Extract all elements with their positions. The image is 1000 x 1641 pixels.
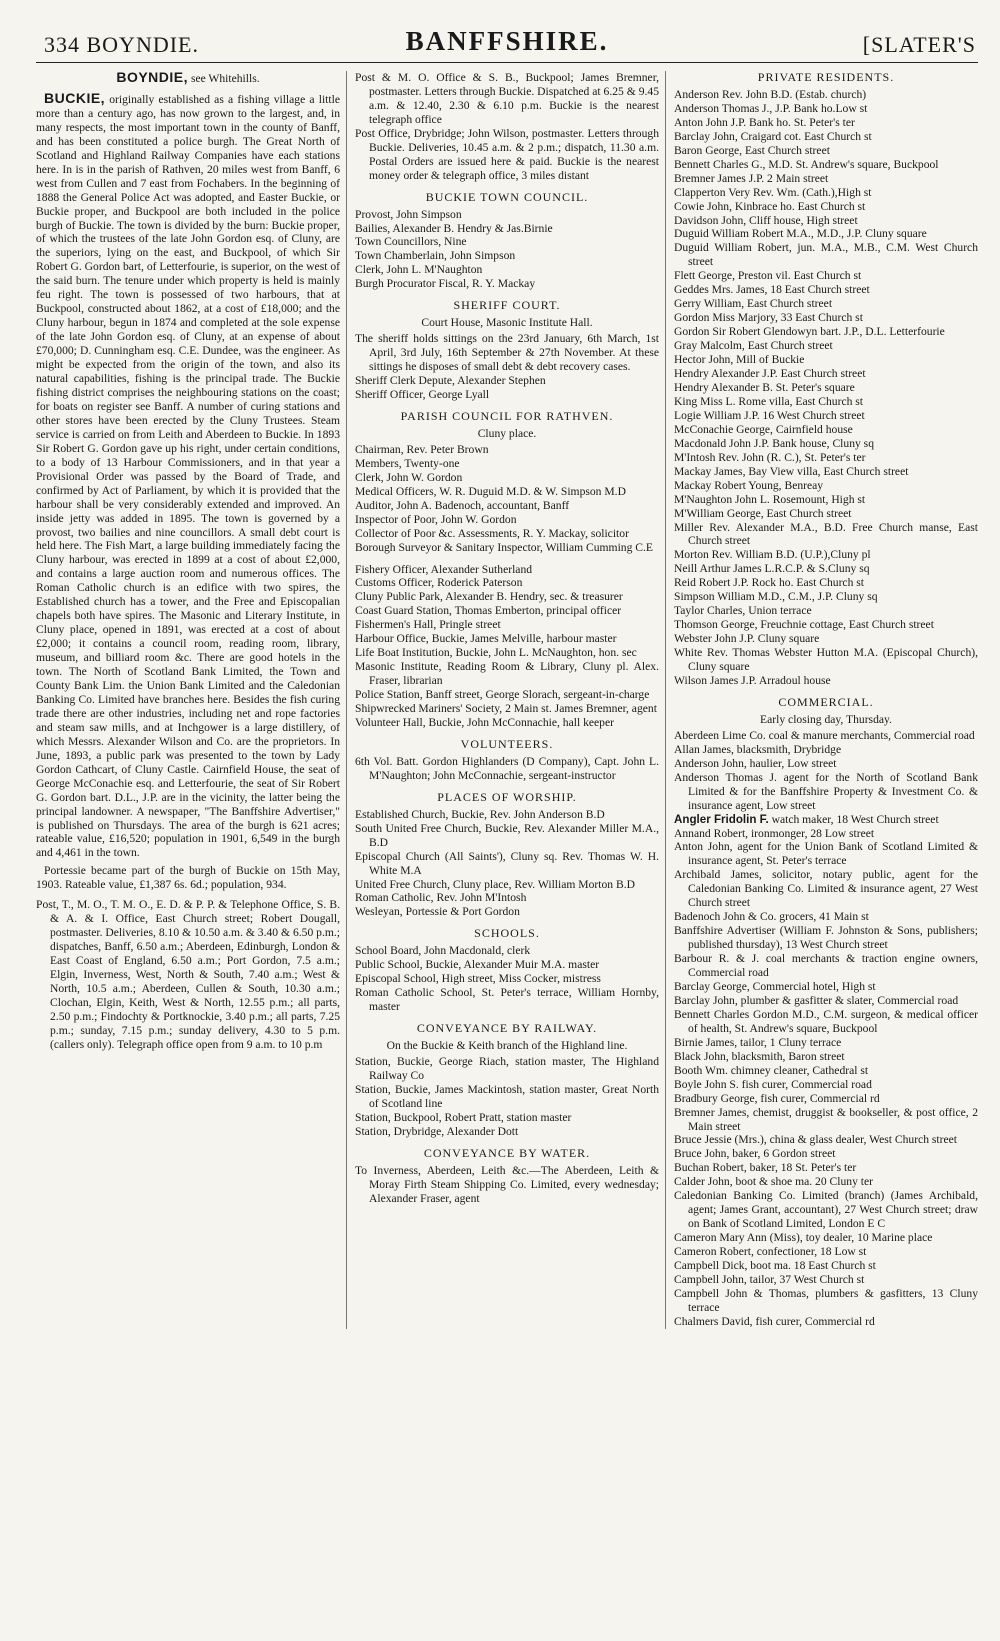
list-item: Roman Catholic School, St. Peter's terrace, William Hornby, master — [355, 986, 659, 1014]
railway-heading: CONVEYANCE BY RAILWAY. — [416, 1021, 598, 1036]
column-1 — [36, 71, 347, 1329]
list-item: Bennett Charles G., M.D. St. Andrew's square, Buckpool — [674, 157, 939, 171]
list-item: School Board, John Macdonald, clerk — [355, 944, 531, 958]
list-item: Bruce Jessie (Mrs.), china & glass dealer, West Church street — [674, 1133, 957, 1147]
private-residents-heading: PRIVATE RESIDENTS. — [757, 71, 895, 84]
angler-name: Angler Fridolin F. — [674, 812, 769, 826]
list-item: Gordon Sir Robert Glendowyn bart. J.P., D.L. Letterfourie — [674, 325, 945, 339]
commercial-subheading: Early closing day, Thursday. — [760, 712, 892, 726]
list-item: Town Councillors, Nine — [355, 235, 467, 249]
list-item: Reid Robert J.P. Rock ho. East Church st — [674, 576, 864, 590]
list-item: Mackay Robert Young, Benreay — [674, 478, 824, 492]
list-item: Cameron Robert, confectioner, 18 Low st — [674, 1245, 867, 1259]
list-item: Mackay James, Bay View villa, East Church street — [674, 464, 909, 478]
list-item: Anton John J.P. Bank ho. St. Peter's ter — [674, 115, 855, 129]
list-item: Auditor, John A. Badenoch, accountant, Banff — [355, 498, 570, 512]
list-item: Chalmers David, fish curer, Commercial rd — [674, 1314, 875, 1328]
list-item: Anderson Thomas J. agent for the North of Scotland Bank Limited & for the Banffshire Property & Investment Co. & insurance agent, Low street — [674, 770, 978, 812]
list-item: Cowie John, Kinbrace ho. East Church st — [674, 199, 866, 213]
town-council-list — [355, 208, 659, 292]
list-item: Barclay John, plumber & gasfitter & slater, Commercial road — [674, 993, 959, 1007]
list-item: Anderson Thomas J., J.P. Bank ho.Low st — [674, 101, 868, 115]
list-item: Anderson John, haulier, Low street — [674, 756, 837, 770]
list-item: Clerk, John W. Gordon — [355, 470, 463, 484]
list-item: Chairman, Rev. Peter Brown — [355, 442, 489, 456]
list-item: Gray Malcolm, East Church street — [674, 339, 833, 353]
list-item: 6th Vol. Batt. Gordon Highlanders (D Company), Capt. John L. M'Naughton; John McConnachie, sergeant-instructor — [355, 754, 659, 782]
list-item: Aberdeen Lime Co. coal & manure merchants, Commercial road — [674, 728, 975, 742]
list-item: Thomson George, Freuchnie cottage, East Church street — [674, 618, 934, 632]
list-item: Anderson Rev. John B.D. (Estab. church) — [674, 87, 867, 101]
list-item: Sheriff Officer, George Lyall — [355, 388, 490, 402]
list-item: Barclay George, Commercial hotel, High st — [674, 980, 876, 993]
list-item: Post & M. O. Office & S. B., Buckpool; James Bremner, postmaster. Letters through Buckie. Dispatched at 6.25 & 9.45 a.m. & 12.40, 2.30 & 6.10 p.m. Buckie is the nearest telegraph office — [355, 71, 659, 126]
list-item: M'Naughton John L. Rosemount, High st — [674, 492, 866, 506]
list-item: Caledonian Banking Co. Limited (branch) (James Archibald, agent; James Grant, accountant), 27 West Church street; draw on Bank of Scotland Limited, London E C — [674, 1189, 978, 1231]
portessie-text: Portessie became part of the burgh of Buckie on 15th May, 1903. Rateable value, £1,387 6s. 6d.; population, 934. — [36, 864, 340, 892]
county-title: BANFFSHIRE. — [405, 26, 609, 56]
list-item: M'Intosh Rev. John (R. C.), St. Peter's ter — [674, 450, 866, 464]
list-item: Public School, Buckie, Alexander Muir M.A. master — [355, 958, 600, 972]
list-item: Campbell John, tailor, 37 West Church st — [674, 1273, 865, 1287]
list-item: Flett George, Preston vil. East Church st — [674, 269, 862, 283]
list-item: Clerk, John L. M'Naughton — [355, 263, 483, 277]
list-item: Station, Buckie, James Mackintosh, station master, Great North of Scotland line — [355, 1082, 659, 1110]
list-item: Geddes Mrs. James, 18 East Church street — [674, 283, 870, 297]
sheriff-subheading: Court House, Masonic Institute Hall. — [421, 316, 593, 330]
private-residents-list — [674, 88, 978, 688]
column-3 — [674, 71, 978, 1329]
list-item: Station, Buckie, George Riach, station master, The Highland Railway Co — [355, 1055, 659, 1082]
page-number-title: 334 BOYNDIE. — [44, 32, 199, 57]
volunteers-list — [355, 755, 659, 783]
list-item: Bremner James, chemist, druggist & bookseller, & post office, 2 Main street — [674, 1105, 978, 1133]
boyndie-heading: BOYNDIE, — [116, 71, 189, 85]
list-item: Davidson John, Cliff house, High street — [674, 213, 858, 227]
list-item: Banffshire Advertiser (William F. Johnston & Sons, publishers; published thursday), 13 West Church street — [674, 924, 978, 952]
list-item: Members, Twenty-one — [355, 456, 460, 470]
list-item: Webster John J.P. Cluny square — [674, 632, 820, 646]
list-item: Shipwrecked Mariners' Society, 2 Main st. James Bremner, agent — [355, 702, 657, 716]
list-item: Logie William J.P. 16 West Church street — [674, 408, 865, 422]
list-item: Miller Rev. Alexander M.A., B.D. Free Church manse, East Church street — [674, 520, 978, 548]
list-item: Campbell Dick, boot ma. 18 East Church st — [674, 1259, 876, 1273]
list-item: Badenoch John & Co. grocers, 41 Main st — [674, 910, 869, 924]
sheriff-heading: SHERIFF COURT. — [453, 298, 561, 313]
list-item: Harbour Office, Buckie, James Melville, harbour master — [355, 632, 617, 646]
water-list — [355, 1164, 659, 1206]
list-item: Post Office, Drybridge; John Wilson, postmaster. Letters through Buckie. Deliveries, 10.45 a.m. & 2 p.m.; dispatch, 11.30 a.m. Postal Orders are issued here & paid. Buckie is the nearest money order & telegraph office, 3 miles distant — [355, 126, 659, 182]
list-item: M'William George, East Church street — [674, 506, 852, 520]
worship-list — [355, 808, 659, 920]
list-item: Medical Officers, W. R. Duguid M.D. & W. Simpson M.D — [355, 484, 626, 498]
list-item: Bennett Charles Gordon M.D., C.M. surgeon, & medical officer of health, St. Andrew's square, Buckpool — [674, 1007, 978, 1035]
list-item: Birnie James, tailor, 1 Cluny terrace — [674, 1035, 842, 1049]
list-item: Duguid William Robert, jun. M.A., M.B., C.M. West Church street — [674, 241, 978, 269]
list-item: Buchan Robert, baker, 18 St. Peter's ter — [674, 1161, 857, 1175]
list-item: Customs Officer, Roderick Paterson — [355, 576, 523, 590]
angler-entry — [674, 813, 978, 827]
list-item: United Free Church, Cluny place, Rev. William Morton B.D — [355, 877, 635, 891]
buckie-text: originally established as a fishing village a little more than a century ago, has now grown to the largest, and, in many respects, the most important town in the county of Banff, and has been constituted a police burgh. The Great North of Scotland and Highland Railway Companies have each stations here. In is in the parish of Rathven, 20 miles west from Banff, 6 west from Cullen and 7 east from Fochabers. In the beginning of 1888 the General Police Act was adopted, and Easter Buckie, or Buckie proper, and Buckpool are both included in the police burgh of Buckie. The town is divided by the burn: Buckie proper, of which the trustees of the late John Gordon esq. of Cluny, are the superiors, lying on the east, and Buckpool, of which Sir Robert G. Gordon bart, of Letterfourie, is superior, on the west of the said burn. The tenure under which property is held is mainly feu right. The town is possessed of two harbours, that at Buckpool, constructed about 1862, at a cost of £18,000; and the Cluny harbour, begun in 1874 and completed at the sole expense of the late John Gordon esq. of Cluny, at an expense of about £70,000; D. Cunningham esq. C.E. Dundee, was the engineer. As might be expected from the origin of the town, and also its natural capabilities, fishing is the principal trade. The Buckie fishing district comprises the neighbouring stations on the coast; for boats on register see Banff. A number of curing stations and other stores have been erected by the Cluny Trustees. Steam service is carried on from Leith and Aberdeen to Buckie. In 1893 Sir Robert G. Gordon gave up his right, under certain conditions, to a body of 13 Harbour Commissioners, and in that year a Provisional Order was passed by the Board of Trade, and confirmed by Act of Parliament, by which it is provided that the harbour shall be very considerably extended and improved. An inside jetty was added in 1895. The town is governed by a provost, two bailies and nine councillors. A small debt court is held here. The Fish Mart, a large building immediately facing the Cluny harbour, was erected in 1899 at a cost of about £2,000, and contains a large auction room and numerous offices. The Roman Catholic church is an edifice with two spires, the Established church has a tower, and the Free and Episcopalian chapels both have spires. The Masonic and Literary Institute, in Cluny place, opened in 1891, was erected at a cost of about £2,000; it contains a council room, reading room, library, museum, and billiard room &c. There are good hotels in the town. The North of Scotland Bank Limited, the Town and County Bank Lim. the Union Bank Limited and the Caledonian Banking Co. Limited have branches here. Besides the fish curing trade there are other industries, including net and rope factories and steam saw mills, and at Inchgower is a large distillery, of which Messrs. Alexander Wilson and Co. are the proprietors. In June, 1893, a public park was presented to the town by Lady Gordon Cathcart, of Cluny Castle. Cairnfield House, the seat of George McConachie esq. and Letterfourie, the seat of Sir Robert G. Gordon bart. D.L., J.P. are in the vicinity, the latter being the principal landowner. A newspaper, "The Banffshire Advertiser," is published on Thursdays. The area of the burgh is 621 acres; rateable value, £16,520; population in 1901, 6,549 in the burgh and 4,461 in the town. — [36, 92, 340, 860]
railway-subheading: On the Buckie & Keith branch of the Highland line. — [386, 1039, 628, 1053]
list-item: Life Boat Institution, Buckie, John L. McNaughton, hon. sec — [355, 646, 637, 660]
water-heading: CONVEYANCE BY WATER. — [423, 1145, 591, 1160]
parish-heading: PARISH COUNCIL FOR RATHVEN. — [400, 408, 614, 423]
list-item: Cameron Mary Ann (Miss), toy dealer, 10 Marine place — [674, 1231, 933, 1245]
list-item: Bruce John, baker, 6 Gordon street — [674, 1147, 836, 1161]
railway-list — [355, 1055, 659, 1139]
list-item: South United Free Church, Buckie, Rev. Alexander Miller M.A., B.D — [355, 821, 659, 849]
list-item: Hector John, Mill of Buckie — [674, 353, 805, 367]
list-item: Fishermen's Hall, Pringle street — [355, 618, 501, 632]
list-item: Duguid William Robert M.A., M.D., J.P. Cluny square — [674, 227, 927, 241]
list-item: Wesleyan, Portessie & Port Gordon — [355, 905, 520, 919]
officials-list — [355, 563, 659, 730]
list-item: Coast Guard Station, Thomas Emberton, principal officer — [355, 604, 622, 618]
list-item: Bradbury George, fish curer, Commercial rd — [674, 1091, 880, 1105]
post-continued — [355, 71, 659, 183]
list-item: King Miss L. Rome villa, East Church st — [674, 394, 864, 408]
list-item: Morton Rev. William B.D. (U.P.),Cluny pl — [674, 548, 871, 562]
angler-details: watch maker, 18 West Church street — [768, 812, 939, 826]
list-item: Collector of Poor &c. Assessments, R. Y. Mackay, solicitor — [355, 526, 629, 540]
list-item: Barclay John, Craigard cot. East Church st — [674, 129, 872, 143]
list-item: The sheriff holds sittings on the 23rd January, 6th March, 1st April, 3rd July, 16th September & 27th November. At these sittings he disposes of small debt & debt recovery cases. — [355, 332, 659, 374]
list-item: Wilson James J.P. Arradoul house — [674, 673, 831, 687]
list-item: Campbell John & Thomas, plumbers & gasfitters, 13 Cluny terrace — [674, 1286, 978, 1314]
parish-list — [355, 443, 659, 555]
post-office-text: Post, T., M. O., T. M. O., E. D. & P. P. & Telephone Office, S. B. & A. & I. Office, East Church street; Robert Dougall, postmaster. Deliveries, 8.10 & 10.50 a.m. & 3.40 & 6.50 p.m.; dispatches, Banff, 6.50 a.m.; Aberdeen, Edinburgh, London & East Coast of England, 6.50 a.m.; Port Gordon, 7.5 a.m.; Elgin, Inverness, West, North & South, 7.40 a.m.; West & North, 10.5 a.m.; Aberdeen, Cullen & South, 10.30 a.m.; Clochan, Elgin, Keith, West & North, 12.55 p.m.; all parts, 2.50 p.m.; Findochty & Portknockie, 3.40 p.m.; all parts, 7.25 p.m.; sunday, 7.15 p.m.; sunday delivery, 4.30 to 5 p.m. (callers only). Telegraph office open from 9 a.m. to 10 p.m — [36, 898, 340, 1051]
list-item: Archibald James, solicitor, notary public, agent for the Caledonian Banking Co. Limited & insurance agent, 27 West Church street — [674, 868, 978, 910]
list-item: McConachie George, Cairnfield house — [674, 422, 853, 436]
list-item: Anton John, agent for the Union Bank of Scotland Limited & insurance agent, St. Peter's terrace — [674, 840, 978, 868]
list-item: Gerry William, East Church street — [674, 297, 833, 311]
list-item: Bremner James J.P. 2 Main street — [674, 171, 829, 185]
list-item: Sheriff Clerk Depute, Alexander Stephen — [355, 374, 546, 388]
list-item: Barbour R. & J. coal merchants & traction engine owners, Commercial road — [674, 952, 978, 980]
schools-heading: SCHOOLS. — [474, 926, 540, 941]
list-item: Episcopal Church (All Saints'), Cluny sq. Rev. Thomas W. H. White M.A — [355, 849, 659, 877]
list-item: Station, Buckpool, Robert Pratt, station master — [355, 1110, 572, 1124]
list-item: Hendry Alexander B. St. Peter's square — [674, 380, 855, 394]
sheriff-list — [355, 332, 659, 402]
list-item: Booth Wm. chimney cleaner, Cathedral st — [674, 1063, 869, 1077]
publisher-mark: [SLATER'S — [862, 32, 976, 57]
columns — [36, 71, 978, 1329]
list-item: Burgh Procurator Fiscal, R. Y. Mackay — [355, 277, 536, 291]
boyndie-ref: see Whitehills. — [190, 72, 260, 85]
list-item: Masonic Institute, Reading Room & Library, Cluny pl. Alex. Fraser, librarian — [355, 660, 659, 688]
list-item: Gordon Miss Marjory, 33 East Church st — [674, 311, 863, 325]
list-item: White Rev. Thomas Webster Hutton M.A. (Episcopal Church), Cluny square — [674, 646, 978, 674]
list-item: Police Station, Banff street, George Slorach, sergeant-in-charge — [355, 688, 650, 702]
parish-subheading: Cluny place. — [477, 426, 537, 440]
list-item: To Inverness, Aberdeen, Leith &c.—The Aberdeen, Leith & Moray Firth Steam Shipping Co. Limited, every wednesday; Alexander Fraser, agent — [355, 1163, 659, 1205]
boyndie-entry — [36, 71, 340, 86]
list-item: Established Church, Buckie, Rev. John Anderson B.D — [355, 807, 605, 821]
column-2 — [355, 71, 666, 1329]
list-item: Volunteer Hall, Buckie, John McConnachie, hall keeper — [355, 715, 614, 729]
volunteers-heading: VOLUNTEERS. — [460, 736, 554, 751]
list-item: Borough Surveyor & Sanitary Inspector, William Cumming C.E — [355, 540, 654, 554]
list-item: Simpson William M.D., C.M., J.P. Cluny sq — [674, 590, 878, 604]
list-item: Bailies, Alexander B. Hendry & Jas.Birnie — [355, 221, 553, 235]
list-item: Annand Robert, ironmonger, 28 Low street — [674, 826, 875, 840]
buckie-description — [36, 89, 340, 860]
worship-heading: PLACES OF WORSHIP. — [437, 789, 577, 804]
list-item: Provost, John Simpson — [355, 207, 462, 221]
list-item: Black John, blacksmith, Baron street — [674, 1049, 845, 1063]
list-item: Station, Drybridge, Alexander Dott — [355, 1124, 519, 1138]
list-item: Cluny Public Park, Alexander B. Hendry, sec. & treasurer — [355, 590, 623, 604]
town-council-heading: BUCKIE TOWN COUNCIL. — [425, 189, 589, 204]
list-item: Hendry Alexander J.P. East Church street — [674, 367, 866, 381]
buckie-heading: BUCKIE, — [44, 89, 106, 106]
list-item: Taylor Charles, Union terrace — [674, 604, 812, 618]
list-item: Allan James, blacksmith, Drybridge — [674, 742, 842, 756]
commercial-heading: COMMERCIAL. — [778, 694, 874, 709]
list-item: Town Chamberlain, John Simpson — [355, 249, 516, 263]
page-header — [36, 22, 978, 63]
list-item: Baron George, East Church street — [674, 143, 830, 157]
commercial-list — [674, 729, 978, 1329]
list-item: Neill Arthur James L.R.C.P. & S.Cluny sq — [674, 562, 870, 576]
list-item: Calder John, boot & shoe ma. 20 Cluny ter — [674, 1175, 874, 1189]
list-item: Fishery Officer, Alexander Sutherland — [355, 562, 533, 576]
list-item: Inspector of Poor, John W. Gordon — [355, 512, 517, 526]
list-item: Episcopal School, High street, Miss Cocker, mistress — [355, 972, 601, 986]
list-item: Clapperton Very Rev. Wm. (Cath.),High st — [674, 185, 872, 199]
list-item: Roman Catholic, Rev. John M'Intosh — [355, 891, 527, 905]
schools-list — [355, 944, 659, 1014]
list-item: Macdonald John J.P. Bank house, Cluny sq — [674, 436, 874, 450]
list-item: Boyle John S. fish curer, Commercial road — [674, 1077, 872, 1091]
